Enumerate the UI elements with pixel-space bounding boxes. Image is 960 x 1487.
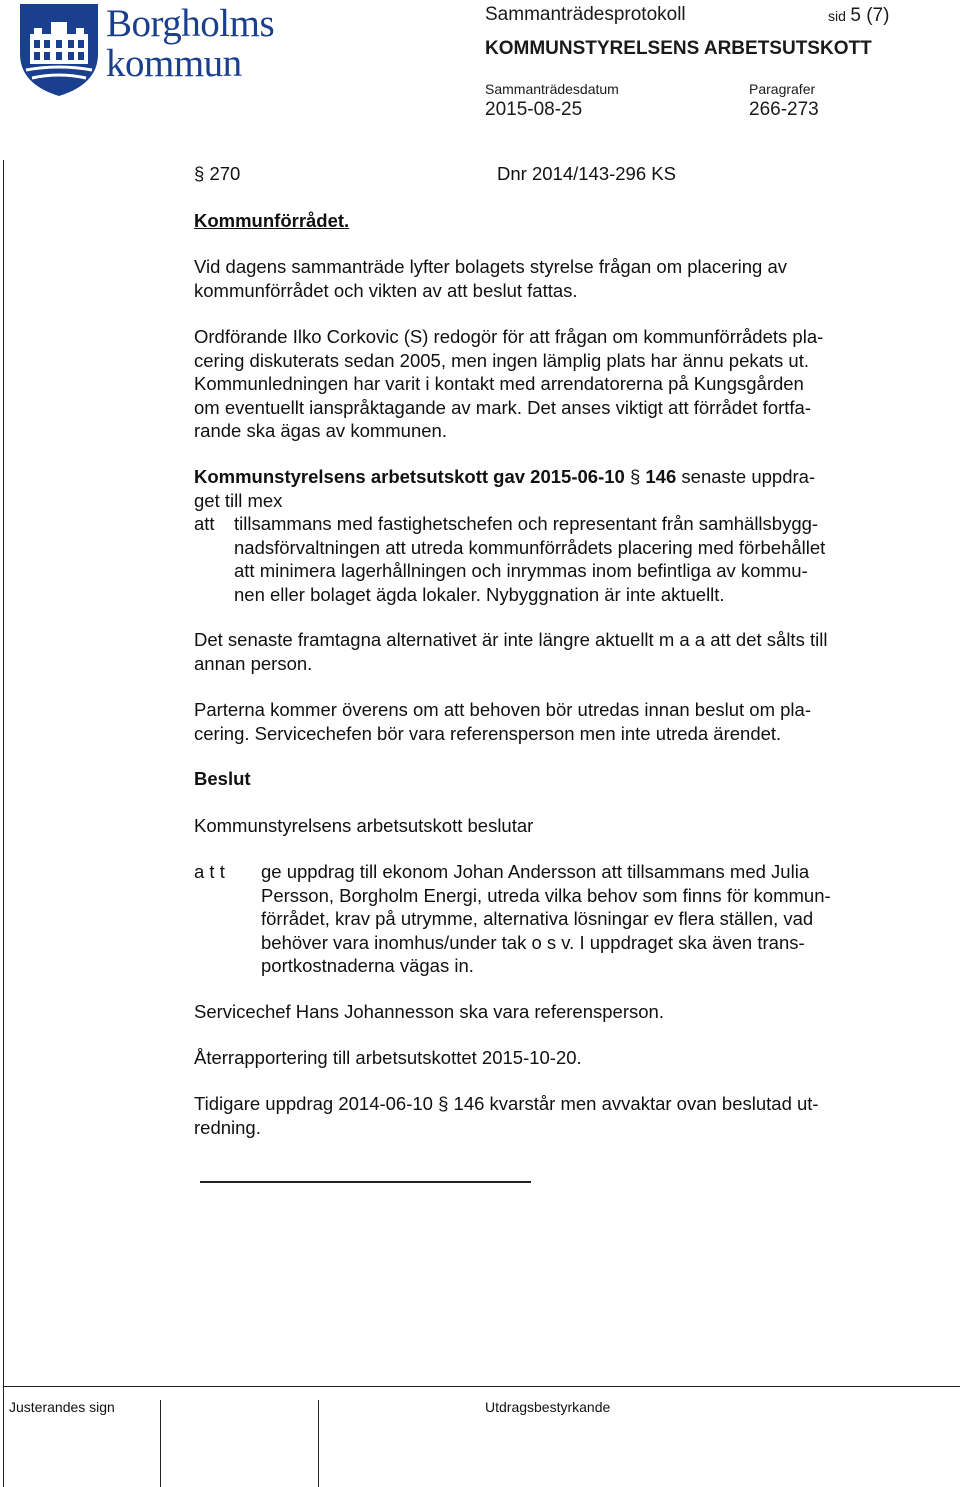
text-line: Ordförande Ilko Corkovic (S) redogör för att frågan om kommunförrådets pla- [194,326,824,347]
text-line: nen eller bolaget ägda lokaler. Nybyggnation är inte aktuellt. [234,583,725,605]
logo-line-2: kommun [106,42,242,85]
logo-wordmark [106,4,274,84]
earlier-assignment-lead: Tidigare uppdrag 2014-06-10 [194,1093,433,1114]
municipality-logo [18,2,294,98]
text-line: redning. [194,1116,261,1138]
decision-att-label: a t t [194,861,225,882]
paragraph-6: Servicechef Hans Johannesson ska vara referensperson. [194,1001,664,1022]
paragraph-label: Paragrafer [749,81,816,97]
text-line: om eventuellt ianspråktagande av mark. Det anses viktigt att förrådet fortfa- [194,396,811,418]
text-line: cering. Servicechefen bör vara referensperson men inte utreda ärendet. [194,722,782,744]
text-line: tillsammans med fastighetschefen och representant från samhällsbygg- [234,513,819,534]
earlier-assignment-rest: 146 kvarstår men avvaktar ovan beslutad ut- [453,1093,819,1114]
section-symbol: § [629,466,641,487]
logo-line-1: Borgholms [106,2,275,45]
prior-decision-ref: 146 [645,466,677,487]
sign-box-divider [160,1400,161,1487]
signature-rule [200,1181,531,1183]
decision-heading: Beslut [194,768,251,789]
committee-name: KOMMUNSTYRELSENS ARBETSUTSKOTT [485,38,872,59]
dnr: Dnr 2014/143-296 KS [497,163,676,184]
text-line: kommunförrådet och vikten av att beslut fattas. [194,279,578,301]
sign-box-divider [318,1400,319,1487]
prior-decision-lead: Kommunstyrelsens arbetsutskott gav 2015-06-10 [194,466,625,487]
decision-clause [261,860,921,978]
extract-label: Utdragsbestyrkande [485,1399,611,1415]
text-line: cering diskuterats sedan 2005, men ingen lämplig plats har ännu pekats ut. [194,349,809,371]
page-label: sid [828,8,846,24]
left-margin-rule [3,160,4,1487]
text-line [194,1092,914,1116]
text-line: ge uppdrag till ekonom Johan Andersson att tillsammans med Julia [261,861,810,882]
text-line: Vid dagens sammanträde lyfter bolagets styrelse frågan om placering av [194,256,788,277]
text-line: Det senaste framtagna alternativet är inte längre aktuellt m a a att det sålts till [194,629,828,650]
paragraph-5 [194,698,914,745]
coat-of-arms-icon [18,2,102,98]
paragraph-3 [194,465,914,512]
paragraph-1 [194,255,914,302]
section-number [194,162,240,186]
footer-rule [3,1386,960,1387]
date-value: 2015-08-25 [485,99,583,120]
text-line: portkostnaderna vägas in. [261,955,474,976]
sign-label: Justerandes sign [9,1399,115,1415]
date-label: Sammanträdesdatum [485,81,619,97]
att-clause [234,512,914,606]
text-line: Parterna kommer överens om att behoven bör utredas innan beslut om pla- [194,699,811,720]
text-line: Kommunledningen har varit i kontakt med arrendatorerna på Kungsgården [194,373,804,394]
section-symbol: § [194,163,205,184]
text-line: rande ska ägas av kommunen. [194,420,447,441]
prior-decision-rest: senaste uppdra- [681,466,816,487]
page-indicator [828,5,889,27]
section-symbol: § [438,1093,449,1114]
paragraph-value: 266-273 [749,99,819,120]
paragraph-7: Återrapportering till arbetsutskottet 2015-10-20. [194,1047,582,1068]
doc-type: Sammanträdesprotokoll [485,4,686,25]
text-line: annan person. [194,652,313,674]
text-line: nadsförvaltningen att utreda kommunförrådets placering med förbehållet [234,536,826,558]
section-title: Kommunförrådet. [194,210,350,231]
paragraph-2 [194,325,914,443]
text-line [194,465,914,489]
page-value: 5 (7) [850,5,890,26]
paragraph-8 [194,1092,914,1139]
att-label: att [194,513,215,534]
section-number-value: 270 [209,163,241,184]
decision-intro: Kommunstyrelsens arbetsutskott beslutar [194,815,534,836]
text-line: behöver vara inomhus/under tak o s v. I uppdraget ska även trans- [261,931,805,953]
text-line: get till mex [194,489,283,511]
text-line: Persson, Borgholm Energi, utreda vilka behov som finns för kommun- [261,884,831,906]
text-line: att minimera lagerhållningen och inrymmas inom befintliga av kommu- [234,560,808,581]
text-line: förrådet, krav på utrymme, alternativa lösningar ev flera ställen, vad [261,908,814,929]
paragraph-4 [194,628,924,675]
